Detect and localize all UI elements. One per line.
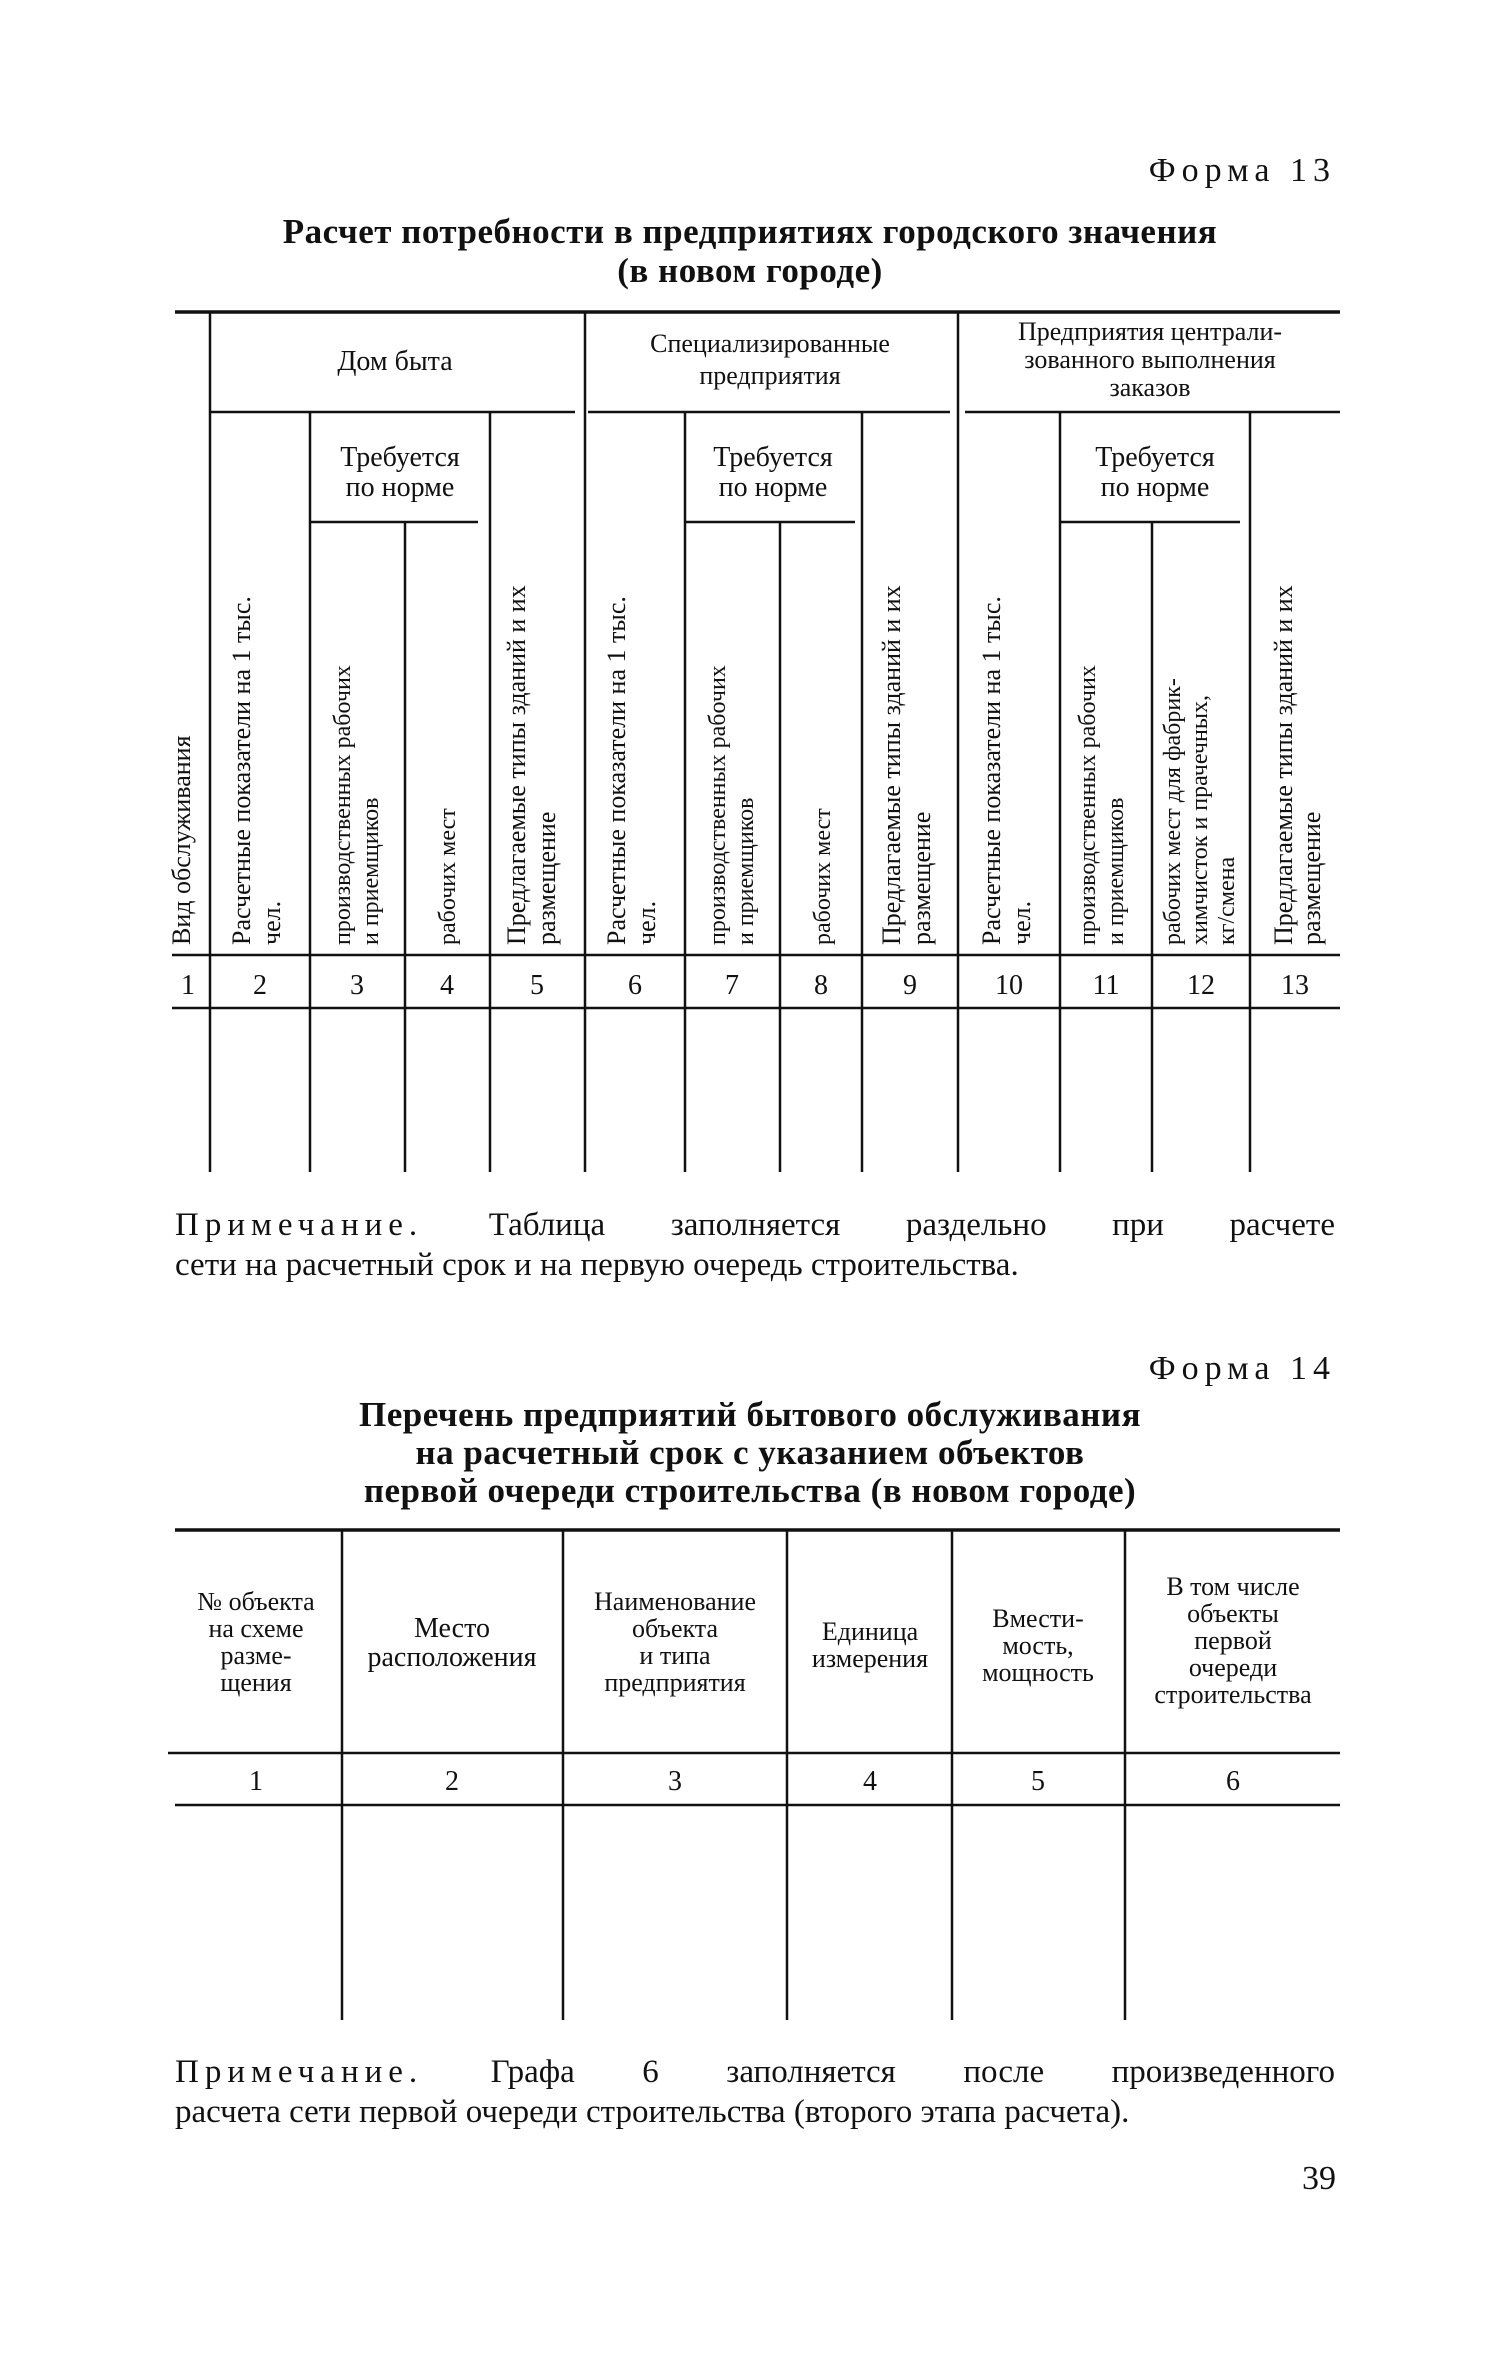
col-header-types-c-line2: размещение (1297, 811, 1326, 945)
form13-note-word: Примечание. (175, 1207, 424, 1243)
f14-col2-line1: Место (414, 1613, 490, 1644)
f14-col5-line2: мость, (1002, 1631, 1074, 1660)
f14-col-number: 5 (1031, 1766, 1045, 1797)
required-header-a-line2: по норме (345, 472, 455, 503)
form14-table (0, 1500, 1499, 2040)
col-header-calc-a-line2: чел. (257, 900, 286, 945)
form14-label: Форма 14 (1148, 1350, 1336, 1387)
f14-col6-line4: очереди (1188, 1653, 1278, 1682)
form13-note-line1: Таблица заполняется раздельно при расчете (488, 1207, 1335, 1243)
col-header-types-a-line2: размещение (532, 811, 561, 945)
form14-note-word: Примечание. (175, 2054, 424, 2090)
group-header-central-line2: зованного выполнения (1024, 345, 1276, 374)
f14-col6-line1: В том числе (1166, 1572, 1300, 1601)
col-header-laundry-line3: кг/смена (1214, 856, 1240, 945)
required-header-c-line2: по норме (1100, 472, 1210, 503)
f14-col-number: 2 (445, 1766, 459, 1797)
col-header-workers-a-line1: производственных рабочих (330, 665, 356, 945)
f14-col2-line2: расположения (367, 1642, 537, 1673)
required-header-b-line1: Требуется (713, 442, 833, 473)
col-header-types-b-line2: размещение (907, 811, 936, 945)
f14-col-number: 1 (249, 1766, 263, 1797)
col-number: 7 (725, 970, 739, 1001)
f14-col3-line1: Наименование (594, 1587, 756, 1616)
form13-label: Форма 13 (1148, 152, 1336, 189)
f14-col3-line4: предприятия (604, 1668, 746, 1697)
f14-col4-line1: Единица (821, 1617, 919, 1646)
f14-col5-line1: Вмести- (992, 1604, 1084, 1633)
f14-col-number: 3 (668, 1766, 682, 1797)
col-number: 10 (995, 970, 1023, 1001)
required-header-a-line1: Требуется (340, 442, 460, 473)
f14-col4-line2: измерения (811, 1644, 929, 1673)
group-header-specialized-line2: предприятия (699, 361, 841, 390)
col-header-calc-c-line1: Расчетные показатели на 1 тыс. (977, 596, 1006, 945)
form13-note-line2: сети на расчетный срок и на первую очередь строительства. (175, 1247, 1019, 1283)
col-header-workplaces-b: рабочих мест (810, 808, 836, 945)
form13-title-line2: (в новом городе) (617, 251, 883, 290)
required-header-c-line1: Требуется (1095, 442, 1215, 473)
form13-title-line1: Расчет потребности в предприятиях городского значения (282, 212, 1218, 251)
col-number: 4 (440, 970, 454, 1001)
col-header-calc-c-line2: чел. (1007, 900, 1036, 945)
col-header-calc-b-line1: Расчетные показатели на 1 тыс. (602, 596, 631, 945)
group-header-specialized-line1: Специализированные (650, 329, 890, 358)
f14-col6-line5: строительства (1154, 1680, 1312, 1709)
col-header-types-a-line1: Предлагаемые типы зданий и их (502, 585, 531, 945)
form14-title-line3: первой очереди строительства (в новом городе) (363, 1471, 1137, 1510)
col-number: 2 (253, 970, 267, 1001)
f14-col6-line3: первой (1194, 1626, 1272, 1655)
col-number: 12 (1187, 970, 1215, 1001)
required-header-b-line2: по норме (718, 472, 828, 503)
group-header-dom-byta: Дом быта (337, 346, 453, 377)
col-number: 13 (1281, 970, 1309, 1001)
group-header-central-line1: Предприятия централи- (1017, 317, 1283, 346)
col-header-workers-a-line2: и приемщиков (358, 797, 384, 945)
form14-title-line2: на расчетный срок с указанием объектов (415, 1433, 1085, 1472)
form14-note (175, 2052, 1335, 2132)
col-header-workplaces-a: рабочих мест (435, 808, 461, 945)
page-number: 39 (1302, 2160, 1336, 2197)
f14-col-number: 6 (1226, 1766, 1240, 1797)
col-header-workers-b-line2: и приемщиков (733, 797, 759, 945)
f14-col1-line2: на схеме (208, 1614, 304, 1643)
col-header-laundry-line1: рабочих мест для фабрик- (1160, 678, 1186, 945)
col-header-laundry-line2: химчисток и прачечных, (1187, 695, 1213, 945)
col-number: 3 (350, 970, 364, 1001)
form13-note (175, 1205, 1335, 1285)
f14-col5-line3: мощность (982, 1658, 1094, 1687)
col-header-workers-c-line1: производственных рабочих (1075, 665, 1101, 945)
f14-col3-line2: объекта (631, 1614, 719, 1643)
col-number: 5 (530, 970, 544, 1001)
col-number: 11 (1092, 970, 1120, 1001)
col-header-calc-b-line2: чел. (632, 900, 661, 945)
f14-col1-line1: № объекта (197, 1587, 315, 1616)
col-header-types-c-line1: Предлагаемые типы зданий и их (1269, 585, 1298, 945)
col-number: 6 (628, 970, 642, 1001)
group-header-central-line3: заказов (1109, 373, 1191, 402)
col-header-workers-b-line1: производственных рабочих (705, 665, 731, 945)
col-header-calc-a-line1: Расчетные показатели на 1 тыс. (227, 596, 256, 945)
col-number: 8 (814, 970, 828, 1001)
form14-note-line2: расчета сети первой очереди строительства (второго этапа расчета). (175, 2094, 1130, 2130)
f14-col3-line3: и типа (639, 1641, 711, 1670)
col-number: 1 (181, 970, 195, 1001)
form14-note-line1: Графа 6 заполняется после произведенного (490, 2054, 1335, 2090)
col-header-service-type: Вид обслуживания (167, 735, 196, 945)
col-header-types-b-line1: Предлагаемые типы зданий и их (877, 585, 906, 945)
f14-col1-line4: щения (220, 1668, 292, 1697)
col-header-workers-c-line2: и приемщиков (1103, 797, 1129, 945)
f14-col1-line3: разме- (220, 1641, 292, 1670)
f14-col6-line2: объекты (1187, 1599, 1279, 1628)
form14-title-line1: Перечень предприятий бытового обслуживания (358, 1395, 1142, 1434)
f14-col-number: 4 (863, 1766, 877, 1797)
col-number: 9 (903, 970, 917, 1001)
